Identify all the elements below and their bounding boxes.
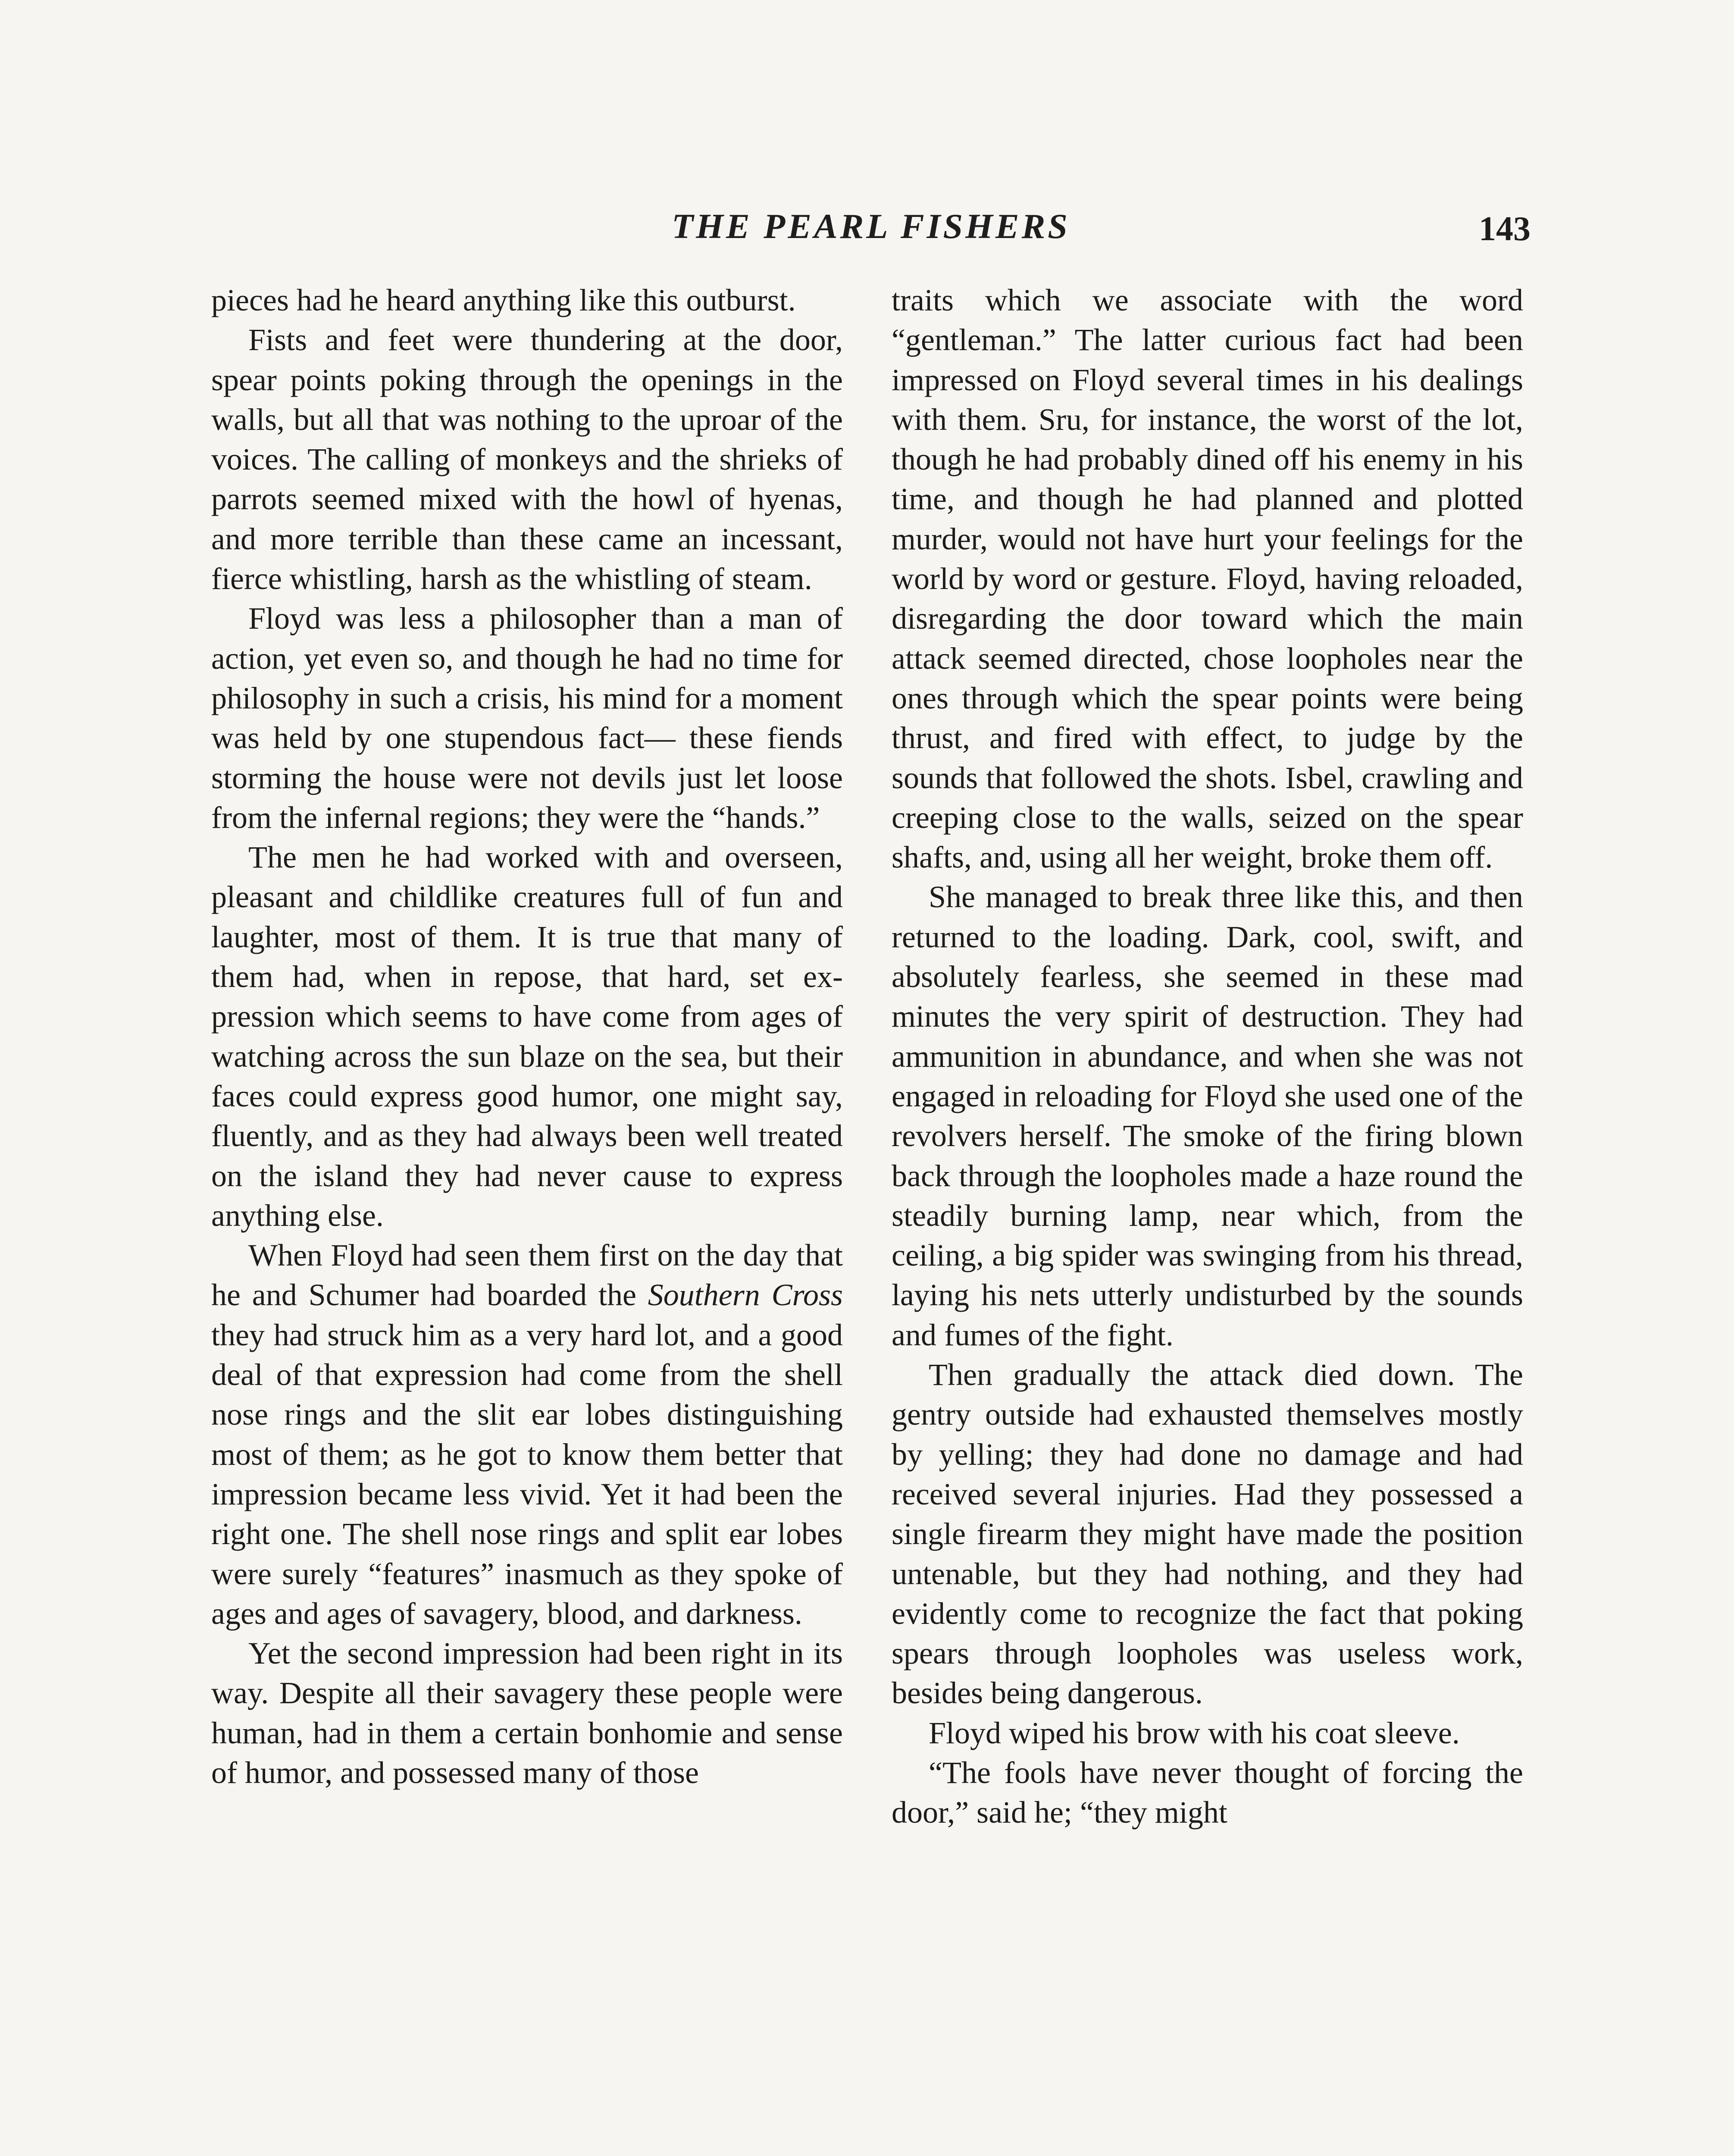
paragraph: The men he had worked with and overseen, pleasant and childlike creatures full of fun and laughter, most of them. It is true that many of them had, when in repose, that hard, set expression which seems to have come from ages of watching across the sun blaze on the sea, but their faces could express good humor, one might say, fluently, and as they had always been well treated on the island they had never cause to express anything else. [211,840,843,1233]
paragraph: Then gradually the attack died down. The gentry outside had exhausted themselves mostly by yelling; they had done no damage and had received several injuries. Had they possessed a single firearm they might have made the position untenable, but they had nothing, and they had evidently come to recognize the fact that poking spears through loopholes was useless work, besides being dangerous. [892,1357,1523,1711]
running-title: THE PEARL FISHERS [672,207,1070,246]
paragraph-text: they had struck him as a very hard lot, and a good deal of that expression had come from the shell nose rings and the slit ear lobes distinguishing most of them; as he got to know them better that impression became less vivid. Yet it had been the right one. The shell nose rings and split ear lobes were surely “features” inasmuch as they spoke of ages and ages of savagery, blood, and darkness. [211,1317,843,1631]
right-column [892,280,1523,2156]
page-header [211,206,1531,258]
paragraph: “The fools have never thought of forcing the door,” said he; “they might [892,1755,1523,1830]
paragraph: pieces had he heard anything like this outburst. [211,283,796,317]
paragraph [211,1235,843,1633]
paragraph: Floyd wiped his brow with his coat sleeve. [929,1715,1460,1750]
ship-name: Southern Cross [648,1278,843,1313]
paragraph: She managed to break three like this, and then returned to the loading. Dark, cool, swift, and absolutely fearless, she seemed in these mad minutes the very spirit of destruction. They had ammunition in abundance, and when she was not engaged in reloading for Floyd she used one of the revolvers herself. The smoke of the firing blown back through the loopholes made a haze round the steadily burning lamp, near which, from the ceiling, a big spider was swinging from his thread, laying his nets utterly undisturbed by the sounds and fumes of the fight. [892,880,1523,1352]
paragraph: Yet the second impression had been right in its way. Despite all their savagery these people were human, had in them a certain bonhomie and sense of humor, and possessed many of those [211,1636,843,1790]
paragraph: Fists and feet were thundering at the door, spear points poking through the openings in the walls, but all that was nothing to the uproar of the voices. The calling of monkeys and the shrieks of parrots seemed mixed with the howl of hyenas, and more terrible than these came an incessant, fierce whistling, harsh as the whistling of steam. [211,323,843,596]
paragraph: Floyd was less a philosopher than a man of action, yet even so, and though he had no time for philosophy in such a crisis, his mind for a moment was held by one stupendous fact— these fiends storming the house were not devils just let loose from the infernal regions; they were the “hands.” [211,601,843,835]
left-column [211,280,843,2156]
paragraph: traits which we associate with the word “gentleman.” The latter curious fact had been impressed on Floyd several times in his dealings with them. Sru, for instance, the worst of the lot, though he had probably dined off his enemy in his time, and though he had planned and plotted murder, would not have hurt your feelings for the world by word or gesture. Floyd, having reloaded, disregarding the door toward which the main attack seemed directed, chose loopholes near the ones through which the spear points were being thrust, and fired with effect, to judge by the sounds that followed the shots. Isbel, crawling and creeping close to the walls, seized on the spear shafts, and, using all her weight, broke them off. [892,283,1523,875]
paragraph-text: When Floyd had seen them first on the day that he and Schumer had boarded the [211,1238,843,1313]
page-number: 143 [1479,210,1531,248]
